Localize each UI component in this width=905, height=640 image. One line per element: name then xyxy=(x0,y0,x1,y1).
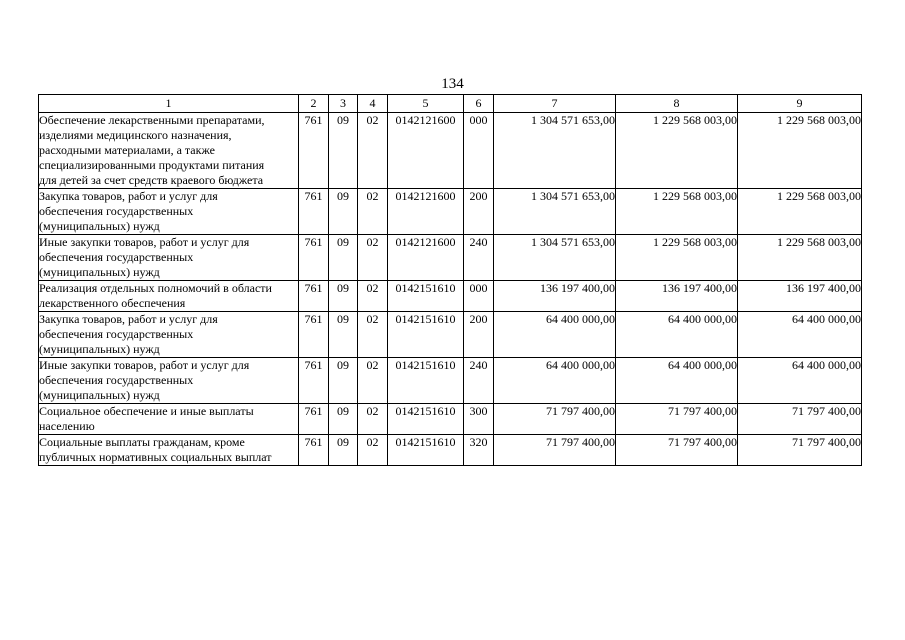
code-3-cell: 09 xyxy=(329,358,358,404)
code-6-cell: 000 xyxy=(464,281,494,312)
code-2-cell: 761 xyxy=(299,113,329,189)
code-5-cell: 0142121600 xyxy=(388,235,464,281)
amount-col-8-cell: 71 797 400,00 xyxy=(616,435,738,466)
amount-col-8-cell: 1 229 568 003,00 xyxy=(616,189,738,235)
table-row xyxy=(39,435,862,466)
code-5-cell: 0142121600 xyxy=(388,189,464,235)
amount-col-7-cell: 1 304 571 653,00 xyxy=(494,189,616,235)
amount-col-7-cell: 1 304 571 653,00 xyxy=(494,113,616,189)
row-name-cell xyxy=(39,281,299,312)
amount-col-7-cell: 136 197 400,00 xyxy=(494,281,616,312)
row-name-line: Обеспечение лекарственными препаратами, xyxy=(39,113,265,127)
row-name-line: публичных нормативных социальных выплат xyxy=(39,450,272,464)
code-4-cell: 02 xyxy=(358,189,388,235)
amount-col-9-cell: 1 229 568 003,00 xyxy=(738,113,862,189)
code-5-cell: 0142121600 xyxy=(388,113,464,189)
header-cell-2: 2 xyxy=(299,95,329,113)
amount-col-7-cell: 64 400 000,00 xyxy=(494,358,616,404)
code-6-cell: 240 xyxy=(464,358,494,404)
code-4-cell: 02 xyxy=(358,235,388,281)
amount-col-8-cell: 64 400 000,00 xyxy=(616,358,738,404)
row-name-cell xyxy=(39,435,299,466)
amount-col-9-cell: 64 400 000,00 xyxy=(738,358,862,404)
code-2-cell: 761 xyxy=(299,358,329,404)
header-cell-9: 9 xyxy=(738,95,862,113)
table-row xyxy=(39,113,862,189)
row-name-line: расходными материалами, а также xyxy=(39,143,215,157)
header-cell-5: 5 xyxy=(388,95,464,113)
header-cell-1: 1 xyxy=(39,95,299,113)
amount-col-8-cell: 136 197 400,00 xyxy=(616,281,738,312)
code-5-cell: 0142151610 xyxy=(388,435,464,466)
amount-col-9-cell: 136 197 400,00 xyxy=(738,281,862,312)
amount-col-8-cell: 1 229 568 003,00 xyxy=(616,113,738,189)
row-name-line: Реализация отдельных полномочий в области xyxy=(39,281,272,295)
amount-col-8-cell: 64 400 000,00 xyxy=(616,312,738,358)
table-row xyxy=(39,189,862,235)
amount-col-8-cell: 1 229 568 003,00 xyxy=(616,235,738,281)
amount-col-8-cell: 71 797 400,00 xyxy=(616,404,738,435)
code-4-cell: 02 xyxy=(358,435,388,466)
row-name-line: Закупка товаров, работ и услуг для xyxy=(39,189,218,203)
row-name-line: (муниципальных) нужд xyxy=(39,219,160,233)
row-name-cell xyxy=(39,113,299,189)
code-2-cell: 761 xyxy=(299,312,329,358)
row-name-line: Социальное обеспечение и иные выплаты xyxy=(39,404,254,418)
code-2-cell: 761 xyxy=(299,235,329,281)
code-4-cell: 02 xyxy=(358,358,388,404)
row-name-cell xyxy=(39,312,299,358)
table-row xyxy=(39,358,862,404)
table-body xyxy=(39,113,862,466)
budget-table xyxy=(38,94,862,466)
row-name-line: (муниципальных) нужд xyxy=(39,388,160,402)
row-name-line: изделиями медицинского назначения, xyxy=(39,128,232,142)
page-number: 134 xyxy=(441,76,464,92)
code-6-cell: 000 xyxy=(464,113,494,189)
table-row xyxy=(39,281,862,312)
row-name-line: обеспечения государственных xyxy=(39,373,194,387)
row-name-line: Закупка товаров, работ и услуг для xyxy=(39,312,218,326)
amount-col-7-cell: 64 400 000,00 xyxy=(494,312,616,358)
code-3-cell: 09 xyxy=(329,435,358,466)
row-name-line: Социальные выплаты гражданам, кроме xyxy=(39,435,245,449)
code-4-cell: 02 xyxy=(358,113,388,189)
row-name-line: населению xyxy=(39,419,95,433)
code-6-cell: 200 xyxy=(464,189,494,235)
row-name-line: (муниципальных) нужд xyxy=(39,342,160,356)
amount-col-9-cell: 1 229 568 003,00 xyxy=(738,235,862,281)
row-name-line: обеспечения государственных xyxy=(39,204,194,218)
code-5-cell: 0142151610 xyxy=(388,281,464,312)
code-3-cell: 09 xyxy=(329,113,358,189)
code-6-cell: 300 xyxy=(464,404,494,435)
header-row xyxy=(39,95,862,113)
code-3-cell: 09 xyxy=(329,235,358,281)
code-4-cell: 02 xyxy=(358,404,388,435)
code-3-cell: 09 xyxy=(329,404,358,435)
row-name-cell xyxy=(39,358,299,404)
code-3-cell: 09 xyxy=(329,312,358,358)
code-6-cell: 320 xyxy=(464,435,494,466)
amount-col-9-cell: 1 229 568 003,00 xyxy=(738,189,862,235)
code-2-cell: 761 xyxy=(299,189,329,235)
row-name-line: обеспечения государственных xyxy=(39,327,194,341)
header-cell-4: 4 xyxy=(358,95,388,113)
row-name-cell xyxy=(39,404,299,435)
code-5-cell: 0142151610 xyxy=(388,404,464,435)
row-name-line: специализированными продуктами питания xyxy=(39,158,265,172)
code-6-cell: 240 xyxy=(464,235,494,281)
amount-col-9-cell: 71 797 400,00 xyxy=(738,435,862,466)
row-name-cell xyxy=(39,189,299,235)
row-name-line: Иные закупки товаров, работ и услуг для xyxy=(39,235,250,249)
code-2-cell: 761 xyxy=(299,435,329,466)
header-cell-8: 8 xyxy=(616,95,738,113)
code-5-cell: 0142151610 xyxy=(388,358,464,404)
code-6-cell: 200 xyxy=(464,312,494,358)
code-4-cell: 02 xyxy=(358,281,388,312)
code-3-cell: 09 xyxy=(329,281,358,312)
code-2-cell: 761 xyxy=(299,404,329,435)
code-2-cell: 761 xyxy=(299,281,329,312)
code-4-cell: 02 xyxy=(358,312,388,358)
amount-col-7-cell: 1 304 571 653,00 xyxy=(494,235,616,281)
header-cell-6: 6 xyxy=(464,95,494,113)
row-name-line: (муниципальных) нужд xyxy=(39,265,160,279)
table-row xyxy=(39,312,862,358)
table-row xyxy=(39,404,862,435)
row-name-line: Иные закупки товаров, работ и услуг для xyxy=(39,358,250,372)
row-name-line: для детей за счет средств краевого бюджета xyxy=(39,173,264,187)
header-cell-7: 7 xyxy=(494,95,616,113)
row-name-line: обеспечения государственных xyxy=(39,250,194,264)
amount-col-7-cell: 71 797 400,00 xyxy=(494,435,616,466)
row-name-cell xyxy=(39,235,299,281)
code-3-cell: 09 xyxy=(329,189,358,235)
header-cell-3: 3 xyxy=(329,95,358,113)
amount-col-9-cell: 71 797 400,00 xyxy=(738,404,862,435)
row-name-line: лекарственного обеспечения xyxy=(39,296,186,310)
amount-col-7-cell: 71 797 400,00 xyxy=(494,404,616,435)
table-row xyxy=(39,235,862,281)
amount-col-9-cell: 64 400 000,00 xyxy=(738,312,862,358)
code-5-cell: 0142151610 xyxy=(388,312,464,358)
